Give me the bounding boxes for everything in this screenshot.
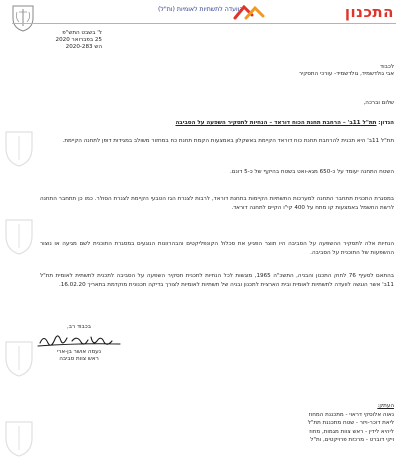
cc-recipient: ליאת דוכר-ויזר - שטח מתכננת תת"ל [307, 420, 394, 427]
planning-logo-icon [232, 2, 266, 22]
watermark-emblem-icon [2, 418, 36, 458]
cc-title: העתק: [377, 403, 394, 409]
closing-regards: בכבוד רב, [67, 324, 91, 330]
reference-number: הש 2020-283 [65, 44, 102, 51]
handwritten-signature [34, 331, 124, 349]
hebrew-date: ל' בשבט התש"פ [62, 30, 102, 36]
planning-logo-text: התכנון [344, 3, 394, 21]
cc-recipient: נאוה אלוסקי דראוי - מתכננת המחוז [308, 411, 394, 418]
body-paragraph: בהתאם לסעיף 76 לחוק התכנון והבניה, התשכ"ה 1965, מוגשות לכל הנחיות לתכנית תסקיר השפעה על הסביבה לתכנית לתשתית לאומית תת"ל 11ב' אשר הוגשה לוועדה לתשתיות לאומית ובית הארצית לתכנון ובניה של תשתיות לאומיות לצורך בדיקה תכנונית מוקדמת בתאריך 16.02.20. [40, 273, 395, 288]
agency-name: הוועדה לתשתיות לאומיות (ות"ל) [158, 6, 244, 13]
body-paragraph: הנחיות אלה לתסקיר ההשפעה על הסביבה היו תוצר הפגיע את סכלול הקונפליקטים והבהרוונות הנוגעים במסגרת התוכנית לשם מגיעה או נוצור ההשפעות של התוכנית על הסביבה. [40, 241, 394, 256]
watermark-emblem-icon [2, 128, 36, 168]
addressee-name: אבי גולדשמיד, גולדשמיד- עורכי התסקיר [298, 71, 394, 77]
body-paragraph: במסגרת התכנית תתחבר התחנה למערכות התשתיות הקיימות בתחנת דוראד, לרבות לצנרת הגז הטבעי הקיימת לצנרת הסולר. כמו כן תתחבר התחנה לרשת החשמל באמצעות קו מתח על 400 קי"ו הקיים לתחנה דוראד. [40, 196, 394, 211]
subject-text: תת"ל 11ב' – הרחבת תחנת הכוח דוראד – הנחיות לתסקיר השפעה על הסביבה [175, 120, 377, 126]
cc-recipient: ויקי דוברט - מרכזת פרויקטים, ות"ל [310, 437, 394, 444]
addressee-salutation: לכבוד [380, 64, 394, 70]
body-paragraph: תת"ל 11ב' היא תכנית להרחבת תחנת כוח דוראד הקיימת באשקלון באמצעות הקמת תחנת כח במחזור משולב במגידות דופן לתחנה הקיימת. [62, 138, 394, 144]
subject-line [175, 120, 394, 127]
cc-recipient: ליהיא לידין - ראש צוות מגמות, מחוז [309, 428, 394, 435]
cc-block [194, 402, 394, 445]
date-block [12, 30, 102, 52]
state-emblem-icon [10, 2, 36, 32]
body-paragraph: השטח התחנה יעומד על כ-650 מגא-ואט בשטח בהיקף של כ-5 דונם. [230, 169, 394, 175]
subject-label: הנדון: [378, 120, 394, 126]
gregorian-date: 25 בפברואר 2020 [55, 37, 102, 44]
header-divider [12, 23, 396, 24]
signer-title: ראש צוות סביבה [59, 356, 99, 362]
greeting: שלום וברכה, [363, 100, 394, 106]
signature-block [24, 324, 134, 363]
signer-name: נעמה אושר בן-ארי [56, 349, 102, 355]
watermark-emblem-icon [2, 216, 36, 256]
